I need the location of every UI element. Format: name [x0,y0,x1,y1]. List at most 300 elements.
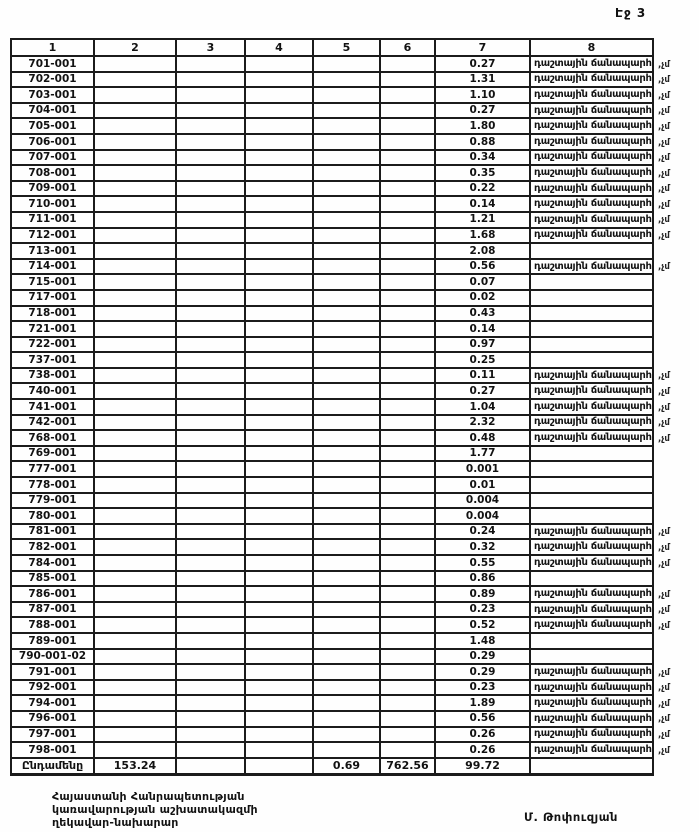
note-overflow-text: ,չմ [658,137,670,148]
empty-cell [246,650,314,666]
note-overflow-text: ,չմ [658,589,670,600]
table-row [10,431,698,447]
note-overflow-text [654,509,698,525]
empty-cell [314,572,381,588]
parcel-id-cell: 708-001 [10,166,95,182]
issuer-title-line: կառավարության աշխատակազմի [52,803,258,816]
area-value-cell: 1.10 [436,88,531,104]
empty-cell [246,400,314,416]
empty-cell [246,696,314,712]
empty-cell [314,166,381,182]
note-overflow-text: ,չմ [658,387,670,398]
empty-cell [314,478,381,494]
empty-cell [95,104,177,120]
table-body [10,57,698,759]
note-cell [531,447,654,463]
note-overflow-text: ,չմ [658,215,670,226]
parcel-id-cell: 701-001 [10,57,95,73]
area-value-cell: 0.29 [436,650,531,666]
area-value-cell: 0.43 [436,307,531,323]
note-cell: դաշտային ճանապարհ [531,213,654,229]
empty-cell [95,556,177,572]
note-cell: դաշտային ճանապարհ [531,665,654,681]
empty-cell [381,197,436,213]
empty-cell [95,618,177,634]
note-overflow-text: ,չմ [658,683,670,694]
empty-cell [95,665,177,681]
note-overflow-text: ,չմ [658,714,670,725]
parcel-id-cell: 712-001 [10,229,95,245]
parcel-id-cell: 705-001 [10,119,95,135]
area-value-cell: 0.004 [436,494,531,510]
parcel-id-cell: 741-001 [10,400,95,416]
empty-cell [95,338,177,354]
table-row [10,494,698,510]
area-value-cell: 0.88 [436,135,531,151]
empty-cell [246,525,314,541]
empty-cell [246,307,314,323]
table-row [10,525,698,541]
note-overflow-text [654,244,698,260]
empty-cell [246,73,314,89]
table-row [10,447,698,463]
empty-cell [314,260,381,276]
area-value-cell: 0.24 [436,525,531,541]
empty-cell [95,540,177,556]
total-col6-cell: 762.56 [381,759,436,776]
empty-cell [314,665,381,681]
empty-cell [177,73,246,89]
area-value-cell: 0.27 [436,104,531,120]
note-cell: դաշտային ճանապարհ [531,400,654,416]
empty-cell [246,618,314,634]
parcel-id-cell: 769-001 [10,447,95,463]
table-row [10,743,698,759]
area-value-cell: 0.11 [436,369,531,385]
note-cell: դաշտային ճանապարհ [531,696,654,712]
note-overflow-text: ,չմ [658,698,670,709]
note-overflow-text [654,572,698,588]
parcel-id-cell: 742-001 [10,416,95,432]
empty-cell [314,88,381,104]
empty-cell [314,322,381,338]
area-value-cell: 1.80 [436,119,531,135]
empty-cell [246,759,314,776]
table-row [10,400,698,416]
issuer-title-block [52,790,258,829]
empty-cell [95,743,177,759]
parcel-id-cell: 721-001 [10,322,95,338]
empty-cell [246,587,314,603]
empty-cell [314,73,381,89]
parcel-id-cell: 796-001 [10,712,95,728]
empty-cell [177,275,246,291]
table-row [10,197,698,213]
parcel-id-cell: 740-001 [10,384,95,400]
empty-cell [95,384,177,400]
table-row [10,353,698,369]
parcel-id-cell: 707-001 [10,151,95,167]
note-overflow-text [654,353,698,369]
parcel-id-cell: 782-001 [10,540,95,556]
empty-cell [177,338,246,354]
parcel-id-cell: 784-001 [10,556,95,572]
parcel-id-cell: 703-001 [10,88,95,104]
empty-cell [177,182,246,198]
parcel-id-cell: 786-001 [10,587,95,603]
empty-cell [314,416,381,432]
empty-cell [246,119,314,135]
table-row [10,587,698,603]
empty-cell [177,587,246,603]
parcel-id-cell: 798-001 [10,743,95,759]
area-value-cell: 1.04 [436,400,531,416]
area-value-cell: 2.08 [436,244,531,260]
empty-cell [177,431,246,447]
empty-cell [177,197,246,213]
empty-cell [177,494,246,510]
empty-cell [381,572,436,588]
empty-cell [177,634,246,650]
area-value-cell: 2.32 [436,416,531,432]
empty-cell [177,104,246,120]
empty-cell [381,540,436,556]
parcel-id-cell: 709-001 [10,182,95,198]
empty-cell [314,135,381,151]
issuer-title-line: ղեկավար-նախարար [52,816,179,829]
empty-cell [95,447,177,463]
note-cell [531,291,654,307]
empty-cell [381,88,436,104]
column-header-3: 3 [177,38,246,57]
note-overflow-text: ,չմ [658,231,670,242]
table-row [10,322,698,338]
area-value-cell: 0.89 [436,587,531,603]
empty-cell [314,587,381,603]
note-cell [531,322,654,338]
table-row [10,275,698,291]
note-overflow-text: ,չմ [658,75,670,86]
empty-cell [381,462,436,478]
empty-cell [246,494,314,510]
empty-cell [95,728,177,744]
empty-cell [95,681,177,697]
column-header-6: 6 [381,38,436,57]
empty-cell [246,291,314,307]
table-row [10,57,698,73]
empty-cell [381,728,436,744]
empty-cell [177,509,246,525]
empty-cell [95,400,177,416]
table-row [10,478,698,494]
parcel-id-cell: 792-001 [10,681,95,697]
empty-cell [177,696,246,712]
empty-cell [177,322,246,338]
note-overflow-text: ,չմ [658,667,670,678]
empty-cell [177,572,246,588]
note-cell: դաշտային ճանապարհ [531,618,654,634]
empty-cell [177,260,246,276]
area-value-cell: 0.56 [436,260,531,276]
parcel-id-cell: 787-001 [10,603,95,619]
empty-cell [246,431,314,447]
empty-cell [95,88,177,104]
column-header-4: 4 [246,38,314,57]
column-header-5: 5 [314,38,381,57]
empty-cell [381,307,436,323]
empty-cell [314,696,381,712]
empty-cell [314,462,381,478]
parcel-id-cell: 789-001 [10,634,95,650]
empty-cell [314,275,381,291]
empty-cell [381,244,436,260]
empty-cell [246,197,314,213]
empty-cell [177,540,246,556]
note-cell: դաշտային ճանապարհ [531,119,654,135]
parcel-id-cell: 713-001 [10,244,95,260]
empty-cell [246,353,314,369]
empty-cell [246,540,314,556]
empty-cell [381,166,436,182]
empty-cell [95,135,177,151]
empty-cell [381,509,436,525]
table-row [10,572,698,588]
parcel-id-cell: 779-001 [10,494,95,510]
empty-cell [246,151,314,167]
note-overflow-text: ,չմ [658,59,670,70]
parcel-id-cell: 706-001 [10,135,95,151]
empty-cell [381,681,436,697]
empty-cell [246,369,314,385]
note-cell: դաշտային ճանապարհ [531,556,654,572]
empty-cell [381,696,436,712]
note-cell: դաշտային ճանապարհ [531,540,654,556]
area-value-cell: 0.29 [436,665,531,681]
area-value-cell: 0.55 [436,556,531,572]
margin-spacer [654,759,698,776]
empty-cell [314,57,381,73]
empty-cell [95,369,177,385]
note-overflow-text: ,չմ [658,168,670,179]
total-col2-cell: 153.24 [95,759,177,776]
empty-cell [95,260,177,276]
empty-cell [177,151,246,167]
empty-cell [95,151,177,167]
area-value-cell: 0.86 [436,572,531,588]
empty-cell [246,135,314,151]
area-value-cell: 0.25 [436,353,531,369]
empty-cell [177,712,246,728]
empty-cell [381,603,436,619]
table-row [10,244,698,260]
total-col7-cell: 99.72 [436,759,531,776]
empty-cell [314,634,381,650]
note-overflow-text: ,չմ [658,121,670,132]
table-header-row [10,38,698,57]
empty-cell [177,135,246,151]
parcel-id-cell: 737-001 [10,353,95,369]
parcel-id-cell: 797-001 [10,728,95,744]
empty-cell [246,384,314,400]
empty-cell [177,384,246,400]
issuer-title-line: Հայաստանի Հանրապետության [52,790,245,803]
note-overflow-text: ,չմ [658,402,670,413]
note-cell [531,338,654,354]
table-row [10,213,698,229]
note-overflow-text: ,չմ [658,542,670,553]
total-col5-cell: 0.69 [314,759,381,776]
area-value-cell: 0.27 [436,57,531,73]
parcel-id-cell: 785-001 [10,572,95,588]
empty-cell [95,478,177,494]
parcel-id-cell: 778-001 [10,478,95,494]
table-row [10,634,698,650]
note-overflow-text: ,չմ [658,106,670,117]
note-overflow-text [654,478,698,494]
note-cell: դաշտային ճանապարհ [531,88,654,104]
note-cell: դաշտային ճանապարհ [531,57,654,73]
note-cell [531,275,654,291]
parcel-id-cell: 738-001 [10,369,95,385]
empty-cell [314,509,381,525]
empty-cell [95,696,177,712]
parcel-id-cell: 791-001 [10,665,95,681]
empty-cell [314,119,381,135]
parcel-id-cell: 714-001 [10,260,95,276]
empty-cell [381,384,436,400]
empty-cell [381,182,436,198]
table-row [10,650,698,666]
area-value-cell: 0.14 [436,197,531,213]
note-overflow-text: ,չմ [658,262,670,273]
note-cell [531,509,654,525]
table-row [10,462,698,478]
note-cell: դաշտային ճանապարհ [531,166,654,182]
empty-cell [314,447,381,463]
empty-cell [314,603,381,619]
area-value-cell: 0.01 [436,478,531,494]
empty-cell [246,681,314,697]
area-value-cell: 0.34 [436,151,531,167]
table-row [10,104,698,120]
empty-cell [95,119,177,135]
note-overflow-text: ,չմ [658,527,670,538]
empty-cell [246,478,314,494]
note-overflow-text [654,462,698,478]
empty-cell [314,307,381,323]
table-row [10,73,698,89]
table-row [10,384,698,400]
note-cell: դաշտային ճանապարհ [531,712,654,728]
empty-cell [177,88,246,104]
note-cell: դաշտային ճանապարհ [531,603,654,619]
empty-cell [177,618,246,634]
table-row [10,696,698,712]
empty-cell [246,712,314,728]
parcel-id-cell: 702-001 [10,73,95,89]
note-overflow-text: ,չմ [658,433,670,444]
empty-cell [95,275,177,291]
empty-cell [246,182,314,198]
empty-cell [381,743,436,759]
area-value-cell: 0.22 [436,182,531,198]
note-cell: դաշտային ճանապարհ [531,416,654,432]
empty-cell [246,275,314,291]
empty-cell [95,73,177,89]
note-cell: դաշտային ճանապարհ [531,384,654,400]
empty-cell [246,572,314,588]
empty-cell [314,151,381,167]
note-cell: դաշտային ճանապարհ [531,525,654,541]
empty-cell [314,650,381,666]
empty-cell [177,759,246,776]
empty-cell [381,634,436,650]
note-cell [531,634,654,650]
empty-cell [95,494,177,510]
table-row [10,307,698,323]
empty-cell [177,166,246,182]
empty-cell [381,338,436,354]
parcel-id-cell: 710-001 [10,197,95,213]
note-overflow-text: ,չմ [658,605,670,616]
empty-cell [246,509,314,525]
empty-cell [246,728,314,744]
empty-cell [95,166,177,182]
note-overflow-text: ,չմ [658,558,670,569]
empty-cell [314,338,381,354]
empty-cell [314,556,381,572]
table-row [10,291,698,307]
empty-cell [177,728,246,744]
area-value-cell: 0.26 [436,728,531,744]
table-row [10,182,698,198]
empty-cell [381,57,436,73]
empty-cell [95,291,177,307]
empty-cell [381,369,436,385]
column-header-2: 2 [95,38,177,57]
table-row [10,119,698,135]
empty-cell [246,260,314,276]
table-row [10,151,698,167]
empty-cell [177,307,246,323]
note-cell [531,307,654,323]
empty-cell [381,431,436,447]
parcel-id-cell: 722-001 [10,338,95,354]
note-cell: դաշտային ճանապարհ [531,587,654,603]
empty-cell [95,182,177,198]
table-row [10,603,698,619]
note-overflow-text [654,634,698,650]
empty-cell [314,743,381,759]
empty-cell [177,681,246,697]
note-overflow-text: ,չմ [658,199,670,210]
note-overflow-text: ,չմ [658,90,670,101]
parcel-id-cell: 704-001 [10,104,95,120]
area-value-cell: 1.68 [436,229,531,245]
empty-cell [381,400,436,416]
empty-cell [246,229,314,245]
empty-cell [246,416,314,432]
parcel-id-cell: 777-001 [10,462,95,478]
header-margin-spacer [654,38,698,57]
area-value-cell: 1.48 [436,634,531,650]
table-row [10,260,698,276]
empty-cell [95,634,177,650]
table-row [10,728,698,744]
note-cell [531,572,654,588]
table-row [10,166,698,182]
empty-cell [177,447,246,463]
